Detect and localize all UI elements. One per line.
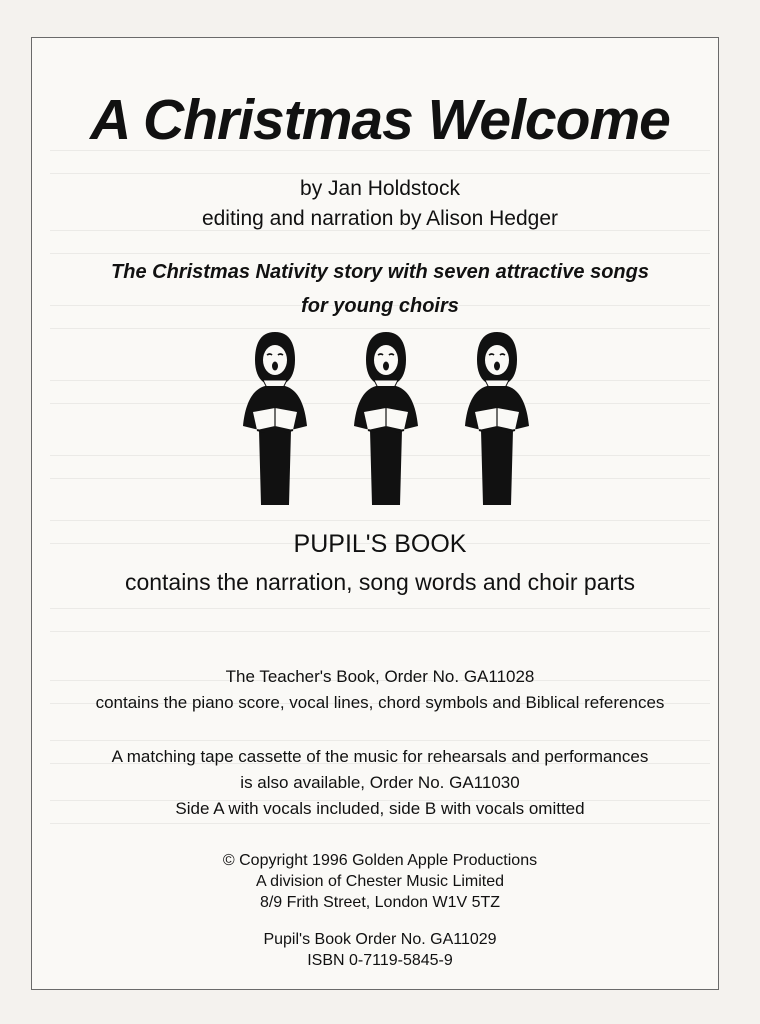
cassette-line-2: is also available, Order No. GA11030 (240, 773, 520, 792)
publisher-address: 8/9 Frith Street, London W1V 5TZ (259, 894, 501, 911)
cassette-info (0, 744, 760, 822)
composer-credit: by Jan Holdstock (300, 177, 460, 200)
cassette-line-3: Side A with vocals included, side B with vocals omitted (175, 799, 585, 818)
cassette-line-1: A matching tape cassette of the music for rehearsals and performances (111, 747, 649, 766)
teachers-book-contents: contains the piano score, vocal lines, chord symbols and Biblical references (95, 693, 665, 712)
teachers-book-info (0, 664, 760, 716)
subtitle (0, 255, 760, 323)
subtitle-line-1: The Christmas Nativity story with seven attractive songs (111, 261, 649, 283)
book-title: A Christmas Welcome (90, 88, 670, 152)
subtitle-line-2: for young choirs (301, 295, 459, 317)
isbn: ISBN 0-7119-5845-9 (307, 952, 453, 969)
credits (0, 174, 760, 234)
order-info (0, 929, 760, 971)
book-type-description: contains the narration, song words and choir parts (124, 569, 636, 595)
choir-illustration (225, 330, 545, 510)
publisher-info (0, 850, 760, 913)
copyright-notice: © Copyright 1996 Golden Apple Productions (222, 852, 538, 869)
book-type-heading: PUPIL'S BOOK (293, 530, 467, 558)
choir-singers-icon (225, 330, 545, 510)
teachers-book-order: The Teacher's Book, Order No. GA11028 (225, 667, 535, 686)
publisher-division: A division of Chester Music Limited (255, 873, 505, 890)
pupils-book-order: Pupil's Book Order No. GA11029 (263, 931, 497, 948)
editor-credit: editing and narration by Alison Hedger (201, 207, 559, 230)
